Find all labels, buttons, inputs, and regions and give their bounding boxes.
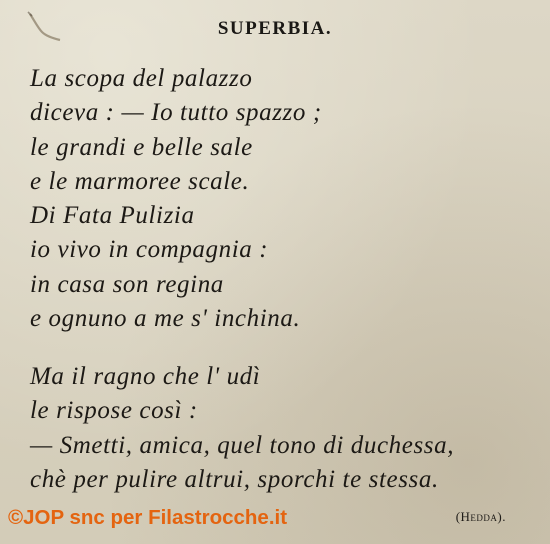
poem-title: SUPERBIA. (217, 18, 333, 39)
author-signature (456, 509, 506, 525)
author-name: (Hedda). (455, 509, 506, 524)
verse-line: e le marmoree scale. (30, 167, 250, 195)
verse-line: — Smetti, amica, quel tono di duchessa, (30, 431, 455, 459)
verse-line: chè per pulire altrui, sporchi te stessa. (30, 465, 439, 493)
stanza-2 (30, 360, 454, 497)
verse-line: diceva : — Io tutto spazzo ; (30, 99, 322, 127)
verse-line: le rispose così : (30, 397, 198, 425)
verse-line: io vivo in compagnia : (30, 236, 269, 264)
verse-line: La scopa del palazzo (30, 65, 253, 92)
verse-line: Ma il ragno che l' udì (30, 363, 261, 390)
stanza-1 (30, 62, 322, 336)
copyright-watermark: ©JOP snc per Filastrocche.it (8, 506, 288, 529)
verse-line: Di Fata Pulizia (30, 202, 195, 230)
verse-line: in casa son regina (30, 270, 224, 298)
verse-line: e ognuno a me s' inchina. (30, 305, 301, 333)
verse-line: le grandi e belle sale (30, 133, 253, 161)
